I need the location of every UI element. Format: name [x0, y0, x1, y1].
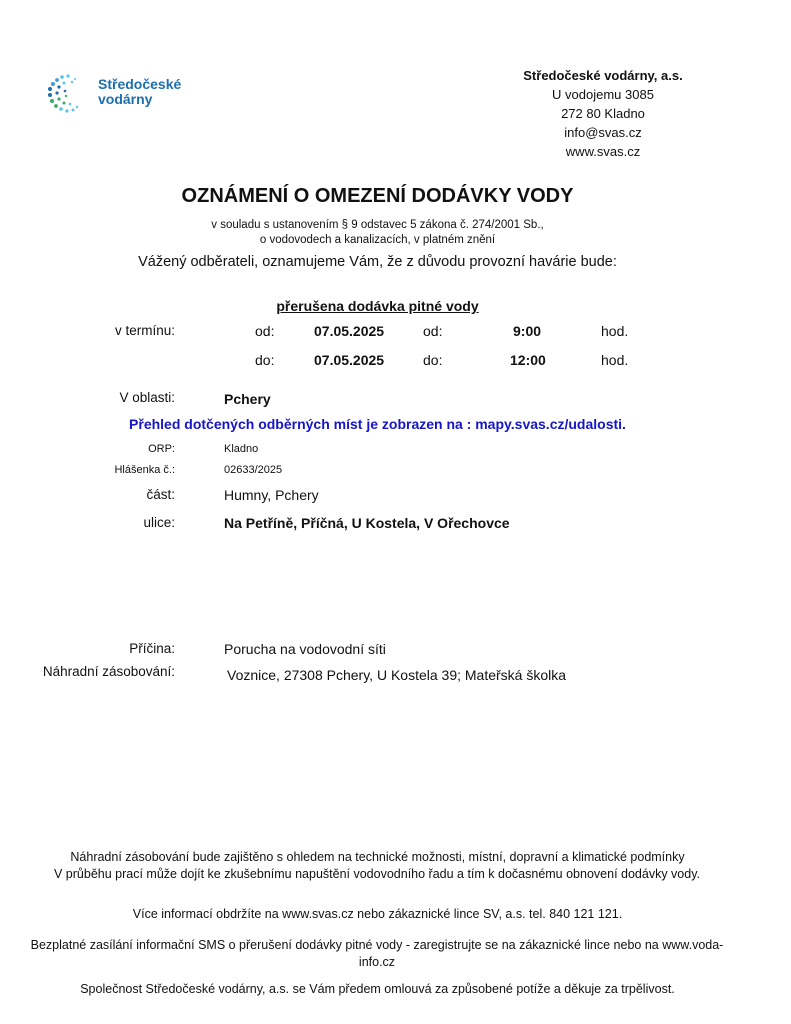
- logo-wordmark: [98, 77, 181, 107]
- supply-label: Náhradní zásobování:: [42, 664, 175, 679]
- company-address: [493, 66, 713, 161]
- to-unit: hod.: [601, 352, 629, 368]
- footer-line-2: V průběhu prací může dojít ke zkušebnímu napuštění vodovodního řadu a tím k dočasnému obnovení dodávky vody.: [54, 867, 700, 881]
- map-notice[interactable]: Přehled dotčených odběrných míst je zobrazen na : mapy.svas.cz/udalosti.: [129, 416, 626, 432]
- company-city: 272 80 Kladno: [561, 106, 645, 121]
- footer-line-4: Bezplatné zasílání informační SMS o přerušení dodávky pitné vody - zaregistrujte se na zákaznické lince nebo na www.voda-info.cz: [30, 938, 724, 969]
- from-time: 9:00: [513, 323, 542, 339]
- supply-value: Voznice, 27308 Pchery, U Kostela 39; Mateřská školka: [227, 667, 567, 683]
- part-value: Humny, Pchery: [224, 487, 319, 503]
- company-name: Středočeské vodárny, a.s.: [523, 68, 683, 83]
- footer-line-1: Náhradní zásobování bude zajištěno s ohledem na technické možnosti, místní, dopravní a klimatické podmínky: [70, 850, 685, 864]
- street-label: ulice:: [143, 515, 175, 530]
- to-time: 12:00: [510, 352, 546, 368]
- from-date: 07.05.2025: [314, 323, 385, 339]
- orp-value: Kladno: [224, 443, 259, 455]
- from-unit: hod.: [601, 323, 629, 339]
- report-value: 02633/2025: [224, 464, 283, 476]
- company-web: www.svas.cz: [565, 144, 641, 159]
- to-date: 07.05.2025: [314, 352, 385, 368]
- area-label: V oblasti:: [119, 390, 175, 405]
- company-street: U vodojemu 3085: [552, 87, 654, 102]
- orp-label: ORP:: [148, 443, 175, 455]
- to-time-label: do:: [423, 352, 443, 368]
- greeting: Vážený odběrateli, oznamujeme Vám, že z důvodu provozní havárie bude:: [138, 254, 617, 270]
- legal-line-2: o vodovodech a kanalizacích, v platném znění: [259, 234, 496, 246]
- part-label: část:: [146, 487, 175, 502]
- from-date-label: od:: [255, 323, 275, 339]
- logo-dots-icon: [48, 74, 78, 112]
- cause-label: Příčina:: [129, 641, 175, 656]
- report-label: Hlášenka č.:: [114, 464, 175, 476]
- from-time-label: od:: [423, 323, 443, 339]
- logo-line-1: Středočeské: [98, 76, 182, 92]
- area-value: Pchery: [224, 391, 271, 407]
- company-email: info@svas.cz: [564, 125, 642, 140]
- to-date-label: do:: [255, 352, 275, 368]
- page-title: OZNÁMENÍ O OMEZENÍ DODÁVKY VODY: [181, 185, 574, 207]
- interruption-title: přerušena dodávka pitné vody: [276, 298, 479, 314]
- cause-value: Porucha na vodovodní síti: [224, 641, 386, 657]
- footer-line-5: Společnost Středočeské vodárny, a.s. se Vám předem omlouvá za způsobené potíže a děkuje za trpělivost.: [80, 982, 675, 996]
- street-value: Na Petříně, Příčná, U Kostela, V Ořechovce: [224, 515, 510, 531]
- footer-line-3: Více informací obdržíte na www.svas.cz nebo zákaznické lince SV, a.s. tel. 840 121 121.: [132, 907, 623, 921]
- legal-line-1: v souladu s ustanovením § 9 odstavec 5 zákona č. 274/2001 Sb.,: [211, 219, 544, 231]
- term-label: v termínu:: [114, 323, 175, 338]
- logo-line-2: vodárny: [98, 91, 153, 107]
